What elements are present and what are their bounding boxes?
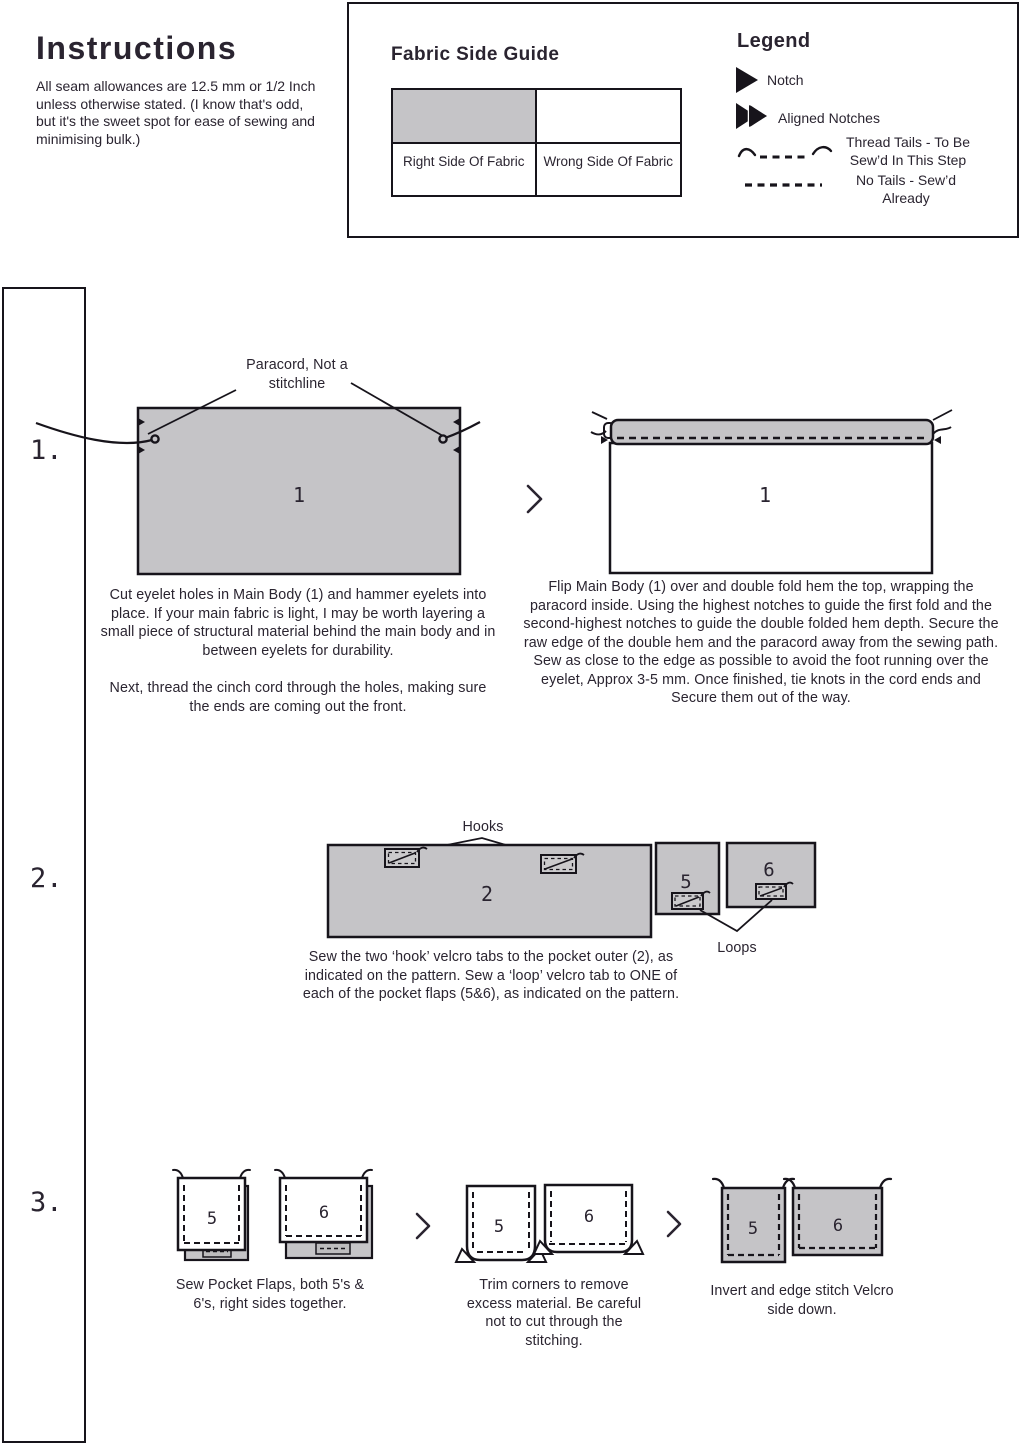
right-side-swatch — [393, 90, 537, 142]
legend-title: Legend — [737, 30, 811, 52]
notch-mark — [934, 436, 941, 444]
cord-tail — [592, 412, 607, 419]
main-body-folded — [591, 410, 952, 573]
wrong-side-label: Wrong Side Of Fabric — [537, 142, 681, 195]
wrong-side-swatch — [537, 90, 681, 142]
pocket-flap-5-piece — [656, 843, 719, 914]
step-2-caption: Sew the two ‘hook’ velcro tabs to the pocket outer (2), as indicated on the pattern. Sew a ‘loop’ velcro tab to ONE of each of the pocket flaps (5&6), as indicated on the pattern. — [302, 949, 680, 1002]
pocket-flap-6-piece — [727, 843, 815, 907]
next-step-chevron — [417, 1214, 429, 1238]
fabric-side-guide-title: Fabric Side Guide — [391, 44, 560, 65]
flap-5-trimmed — [456, 1186, 546, 1262]
notch-icon — [735, 66, 761, 96]
sew-flaps-group — [173, 1170, 372, 1260]
trim-corners-group — [456, 1185, 643, 1262]
step-2-diagram — [0, 810, 1024, 962]
flap-6-trimmed — [534, 1185, 643, 1254]
legend-no-tails-label: No Tails - Sew’d Already — [855, 172, 957, 206]
step-1-diagram — [0, 350, 1024, 582]
flap-5-inverted — [713, 1179, 794, 1262]
step-1-caption-left-2: Next, thread the cinch cord through the holes, making sure the ends are coming out the front. — [109, 680, 487, 715]
hooks-label: Hooks — [462, 819, 504, 835]
step-3-caption-trim: Trim corners to remove excess material. Be careful not to cut through the stitching. — [466, 1277, 642, 1349]
eyelet-left — [151, 435, 158, 442]
main-body-flat — [36, 383, 480, 574]
no-tails-icon — [744, 180, 824, 190]
aligned-notches-icon — [735, 102, 777, 132]
right-side-label: Right Side Of Fabric — [393, 142, 537, 195]
step-3-number: 3. — [30, 1187, 63, 1218]
next-step-chevron — [528, 486, 541, 512]
thread-tails-icon — [737, 142, 833, 166]
step-3-caption-invert: Invert and edge stitch Velcro side down. — [710, 1283, 894, 1318]
step-1-caption-right: Flip Main Body (1) over and double fold hem the top, wrapping the paracord inside. Using the highest notches to guide the first fold and the second-highest notches to guide the double folded hem depth. Secure the raw edge of the double hem and the paracord away from the sewing path. Sew as close to the edge as possible to avoid the foot running over the eyelet, Approx 3-5 mm. Once finished, tie knots in the cord ends and Secure them out of the way. — [523, 579, 999, 706]
step-1-caption-left: Cut eyelet holes in Main Body (1) and hammer eyelets into place. If your main fabric is light, I may be worth layering a small piece of structural material behind the main body and in between eyelets for durability. — [100, 587, 496, 659]
piece-2-label: 2 — [480, 882, 494, 906]
legend-thread-tails-label: Thread Tails - To Be Sew’d In This Step — [846, 134, 970, 168]
next-step-chevron — [668, 1212, 680, 1236]
piece-1-label: 1 — [758, 483, 772, 507]
step-3-caption-sew: Sew Pocket Flaps, both 5's & 6's, right sides together. — [175, 1277, 365, 1312]
legend-aligned-label: Aligned Notches — [778, 110, 880, 126]
loops-label: Loops — [717, 940, 757, 956]
fabric-side-table — [391, 88, 682, 197]
paracord-annotation: Paracord, Not a stitchline — [246, 357, 348, 392]
flap-5-layered — [173, 1170, 250, 1260]
pocket-outer-piece — [328, 845, 651, 937]
piece-5-label: 5 — [206, 1209, 218, 1229]
piece-1-label: 1 — [292, 483, 306, 507]
cord-tail — [933, 410, 952, 420]
legend-notch-label: Notch — [767, 72, 804, 88]
step-3-diagram — [0, 1150, 1024, 1272]
thread-tail — [713, 1179, 724, 1188]
step-1-number: 1. — [30, 435, 63, 466]
piece-5-label: 5 — [680, 871, 692, 893]
double-fold-hem — [611, 420, 933, 444]
piece-6-label: 6 — [763, 859, 775, 881]
page-title: Instructions — [36, 30, 238, 66]
invert-stitch-group — [713, 1179, 891, 1262]
flap-6-inverted — [784, 1179, 891, 1255]
step-2-number: 2. — [30, 863, 63, 894]
piece-6-label: 6 — [318, 1203, 330, 1223]
guide-legend-panel — [347, 2, 1019, 238]
paracord-left — [36, 423, 152, 443]
thread-tail — [933, 427, 951, 434]
piece-6-label: 6 — [583, 1207, 595, 1227]
thread-tail — [880, 1179, 891, 1188]
eyelet-right — [439, 435, 446, 442]
seam-allowance-note: All seam allowances are 12.5 mm or 1/2 Inch unless otherwise stated. (I know that's odd, but it's the sweet spot for ease of sewing and minimising bulk.) — [36, 78, 316, 147]
piece-6-label: 6 — [832, 1216, 844, 1236]
piece-5-label: 5 — [747, 1219, 759, 1239]
flap-6-layered — [275, 1170, 372, 1258]
piece-5-label: 5 — [493, 1217, 505, 1237]
